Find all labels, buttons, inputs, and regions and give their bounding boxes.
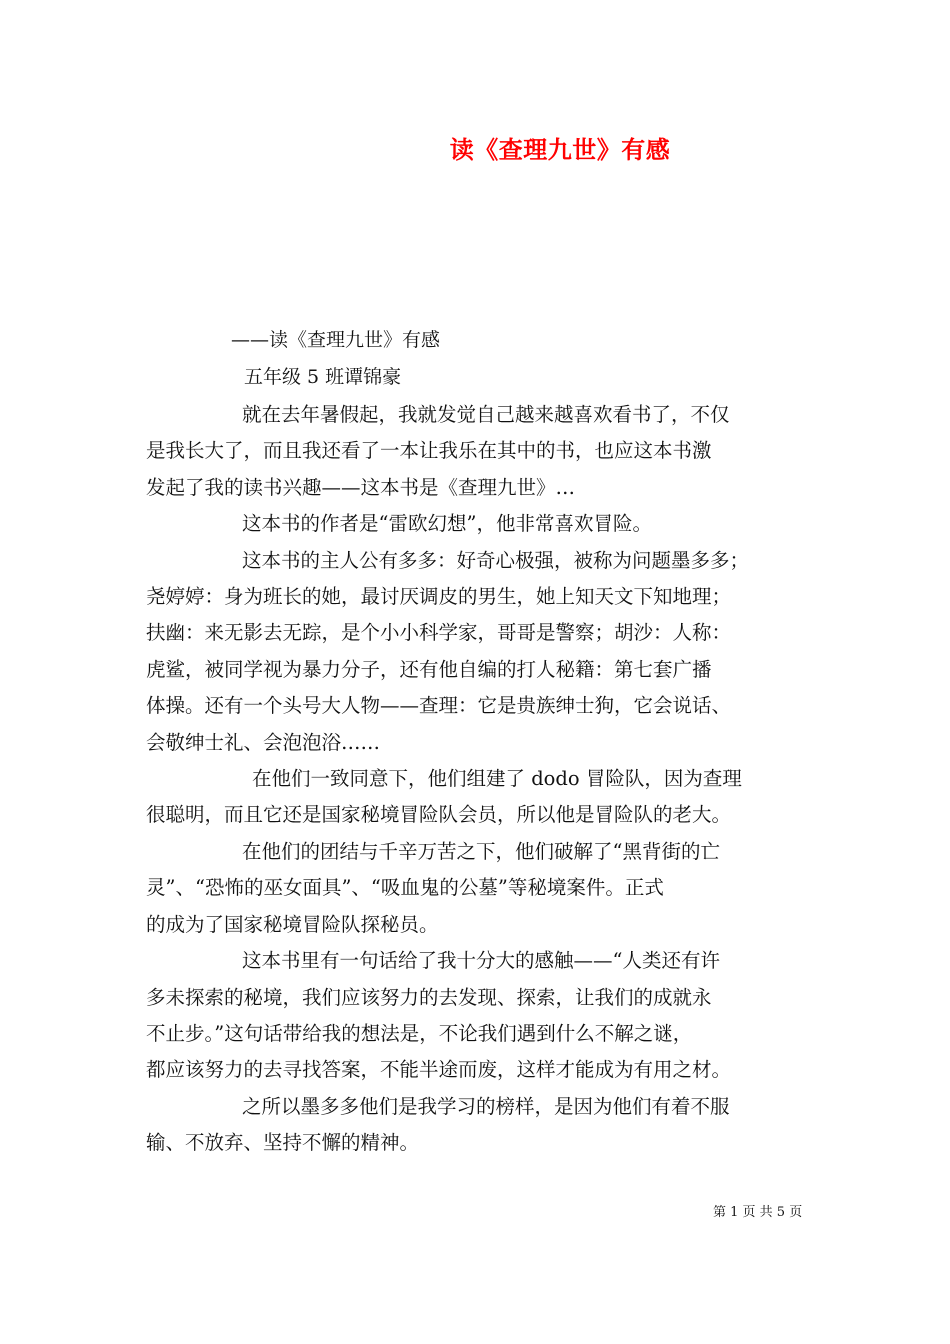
paragraph-line: 这本书的作者是“雷欧幻想”，他非常喜欢冒险。 bbox=[242, 512, 652, 536]
page-indicator: 第 1 页 共 5 页 bbox=[713, 1205, 803, 1220]
paragraph-line: 就在去年暑假起，我就发觉自己越来越喜欢看书了，不仅 bbox=[242, 403, 730, 426]
paragraph-line: 这本书的主人公有多多：好奇心极强，被称为问题墨多多； bbox=[242, 548, 750, 572]
paragraph-line: 在他们一致同意下，他们组建了 dodo 冒险队，因为查理 bbox=[252, 767, 742, 791]
paragraph-line: 这本书里有一句话给了我十分大的感触——“人类还有许 bbox=[242, 949, 720, 973]
page-title: 读《查理九世》有感 bbox=[449, 135, 671, 164]
paragraph-line: 体操。还有一个头号大人物——查理：它是贵族绅士狗，它会说话、 bbox=[146, 694, 732, 718]
subtitle: ——读《查理九世》有感 bbox=[231, 329, 441, 351]
paragraph-line: 在他们的团结与千辛万苦之下，他们破解了“黑背街的亡 bbox=[242, 839, 720, 863]
paragraph-line: 尧婷婷：身为班长的她，最讨厌调皮的男生，她上知天文下知地理； bbox=[146, 585, 732, 609]
paragraph-line: 扶幽：来无影去无踪，是个小小科学家，哥哥是警察；胡沙：人称： bbox=[146, 621, 732, 645]
paragraph-line: 会敬绅士礼、会泡泡浴…… bbox=[146, 730, 381, 754]
paragraph-2 bbox=[146, 506, 808, 542]
paragraph-5 bbox=[146, 834, 808, 943]
paragraph-1 bbox=[146, 397, 808, 506]
paragraph-3 bbox=[146, 543, 808, 761]
paragraph-7 bbox=[146, 1089, 808, 1162]
paragraph-line: 发起了我的读书兴趣——这本书是《查理九世》… bbox=[146, 475, 576, 499]
paragraph-line: 之所以墨多多他们是我学习的榜样，是因为他们有着不服 bbox=[242, 1094, 730, 1118]
paragraph-line: 的成为了国家秘境冒险队探秘员。 bbox=[146, 912, 439, 936]
paragraph-line: 很聪明，而且它还是国家秘境冒险队会员，所以他是冒险队的老大。 bbox=[146, 803, 732, 827]
paragraph-line: 输、不放弃、坚持不懈的精神。 bbox=[146, 1131, 420, 1155]
paragraph-line: 都应该努力的去寻找答案，不能半途而废，这样才能成为有用之材。 bbox=[146, 1058, 732, 1082]
paragraph-4 bbox=[146, 761, 808, 834]
paragraph-line: 是我长大了，而且我还看了一本让我乐在其中的书，也应这本书激 bbox=[146, 439, 712, 463]
paragraph-line: 不止步。”这句话带给我的想法是，不论我们遇到什么不解之谜， bbox=[146, 1021, 693, 1045]
paragraph-6 bbox=[146, 943, 808, 1089]
paragraph-line: 多未探索的秘境，我们应该努力的去发现、探索，让我们的成就永 bbox=[146, 985, 712, 1009]
author-byline: 五年级 5 班谭锦豪 bbox=[244, 366, 402, 388]
paragraph-line: 灵”、“恐怖的巫女面具”、“吸血鬼的公墓”等秘境案件。正式 bbox=[146, 876, 664, 900]
paragraph-line: 虎鲨，被同学视为暴力分子，还有他自编的打人秘籍：第七套广播 bbox=[146, 657, 712, 681]
body-text bbox=[146, 397, 808, 1162]
